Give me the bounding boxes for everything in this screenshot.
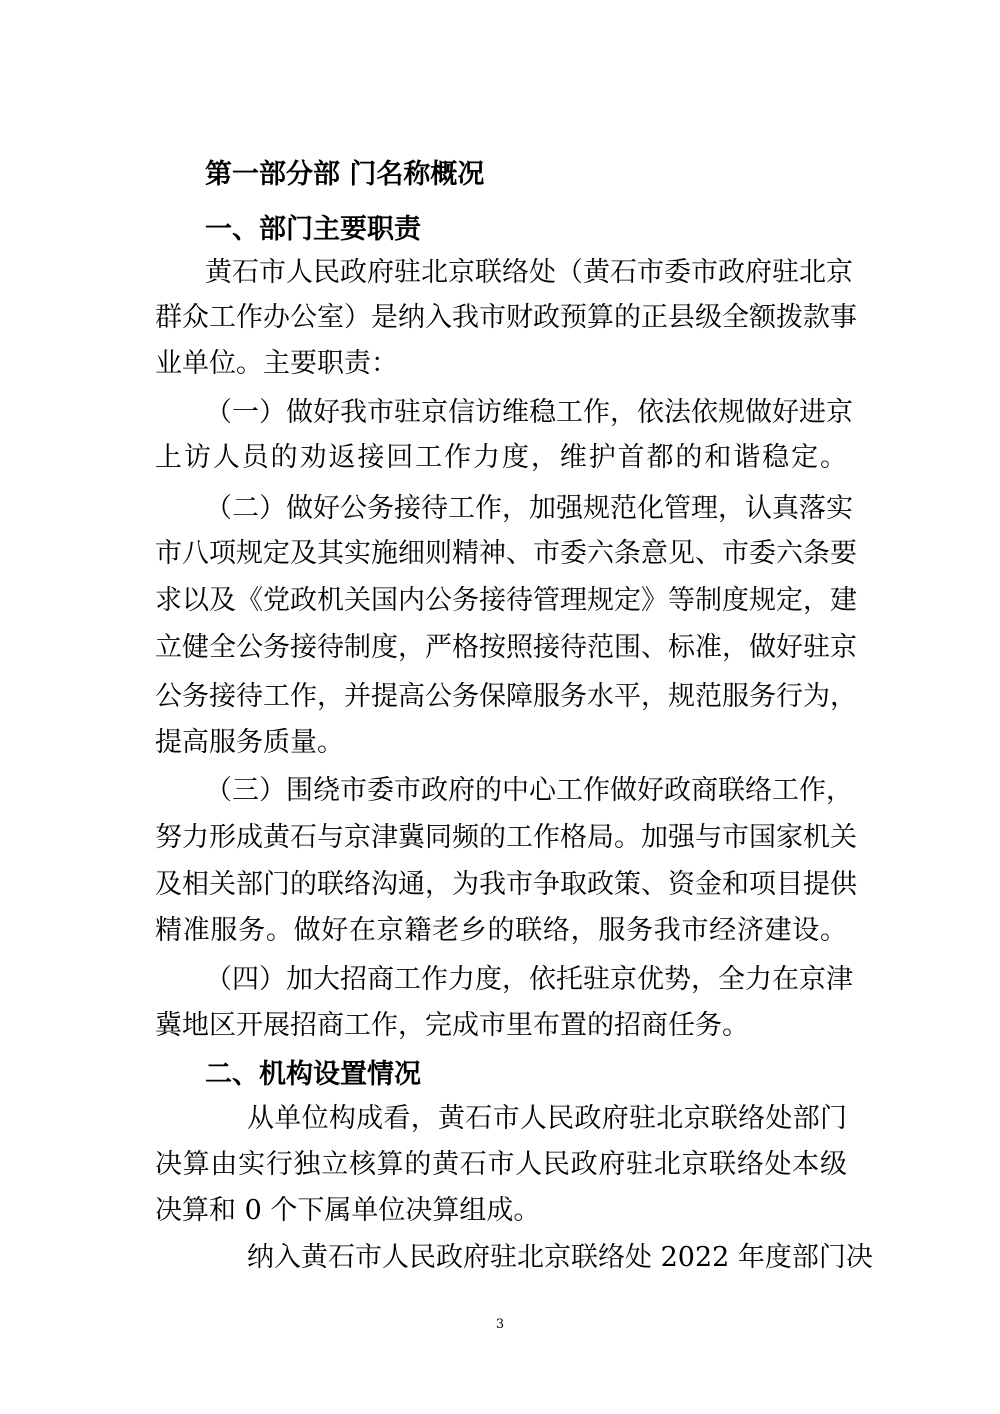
paragraph-line: 纳入黄石市人民政府驻北京联络处 2022 年度部门决 (247, 1242, 873, 1273)
duty-item-1-line: 上访人员的劝返接回工作力度，维护首都的和谐稳定。 (155, 442, 847, 473)
section-heading-duties: 一、部门主要职责 (205, 214, 421, 245)
duty-item-2-line: 提高服务质量。 (155, 727, 344, 758)
paragraph-line: 黄石市人民政府驻北京联络处（黄石市委市政府驻北京 (205, 257, 853, 288)
duty-item-2-line: 求以及《党政机关国内公务接待管理规定》等制度规定，建 (155, 585, 857, 616)
duty-item-2-line: 公务接待工作，并提高公务保障服务水平，规范服务行为， (155, 681, 857, 712)
duty-item-3-line: 及相关部门的联络沟通，为我市争取政策、资金和项目提供 (155, 869, 857, 900)
paragraph-line: 群众工作办公室）是纳入我市财政预算的正县级全额拨款事 (155, 302, 857, 333)
paragraph-line: 从单位构成看，黄石市人民政府驻北京联络处部门 (247, 1103, 847, 1134)
duty-item-3-line: 精准服务。做好在京籍老乡的联络，服务我市经济建设。 (155, 915, 847, 946)
paragraph-line: 业单位。主要职责： (155, 348, 398, 379)
duty-item-4-line: （四）加大招商工作力度，依托驻京优势，全力在京津 (205, 964, 853, 995)
duty-item-3-line: （三）围绕市委市政府的中心工作做好政商联络工作， (205, 775, 853, 806)
duty-item-4-line: 冀地区开展招商工作，完成市里布置的招商任务。 (155, 1010, 749, 1041)
duty-item-1-line: （一）做好我市驻京信访维稳工作，依法依规做好进京 (205, 397, 853, 428)
page-number: 3 (495, 1317, 505, 1332)
duty-item-2-line: （二）做好公务接待工作，加强规范化管理，认真落实 (205, 493, 853, 524)
section-heading-organization: 二、机构设置情况 (205, 1059, 421, 1090)
duty-item-2-line: 市八项规定及其实施细则精神、市委六条意见、市委六条要 (155, 538, 857, 569)
duty-item-2-line: 立健全公务接待制度，严格按照接待范围、标准，做好驻京 (155, 632, 857, 663)
paragraph-line: 决算和 0 个下属单位决算组成。 (155, 1195, 541, 1226)
duty-item-3-line: 努力形成黄石与京津冀同频的工作格局。加强与市国家机关 (155, 822, 857, 853)
paragraph-line: 决算由实行独立核算的黄石市人民政府驻北京联络处本级 (155, 1149, 847, 1180)
part-title: 第一部分部 门名称概况 (205, 159, 485, 190)
